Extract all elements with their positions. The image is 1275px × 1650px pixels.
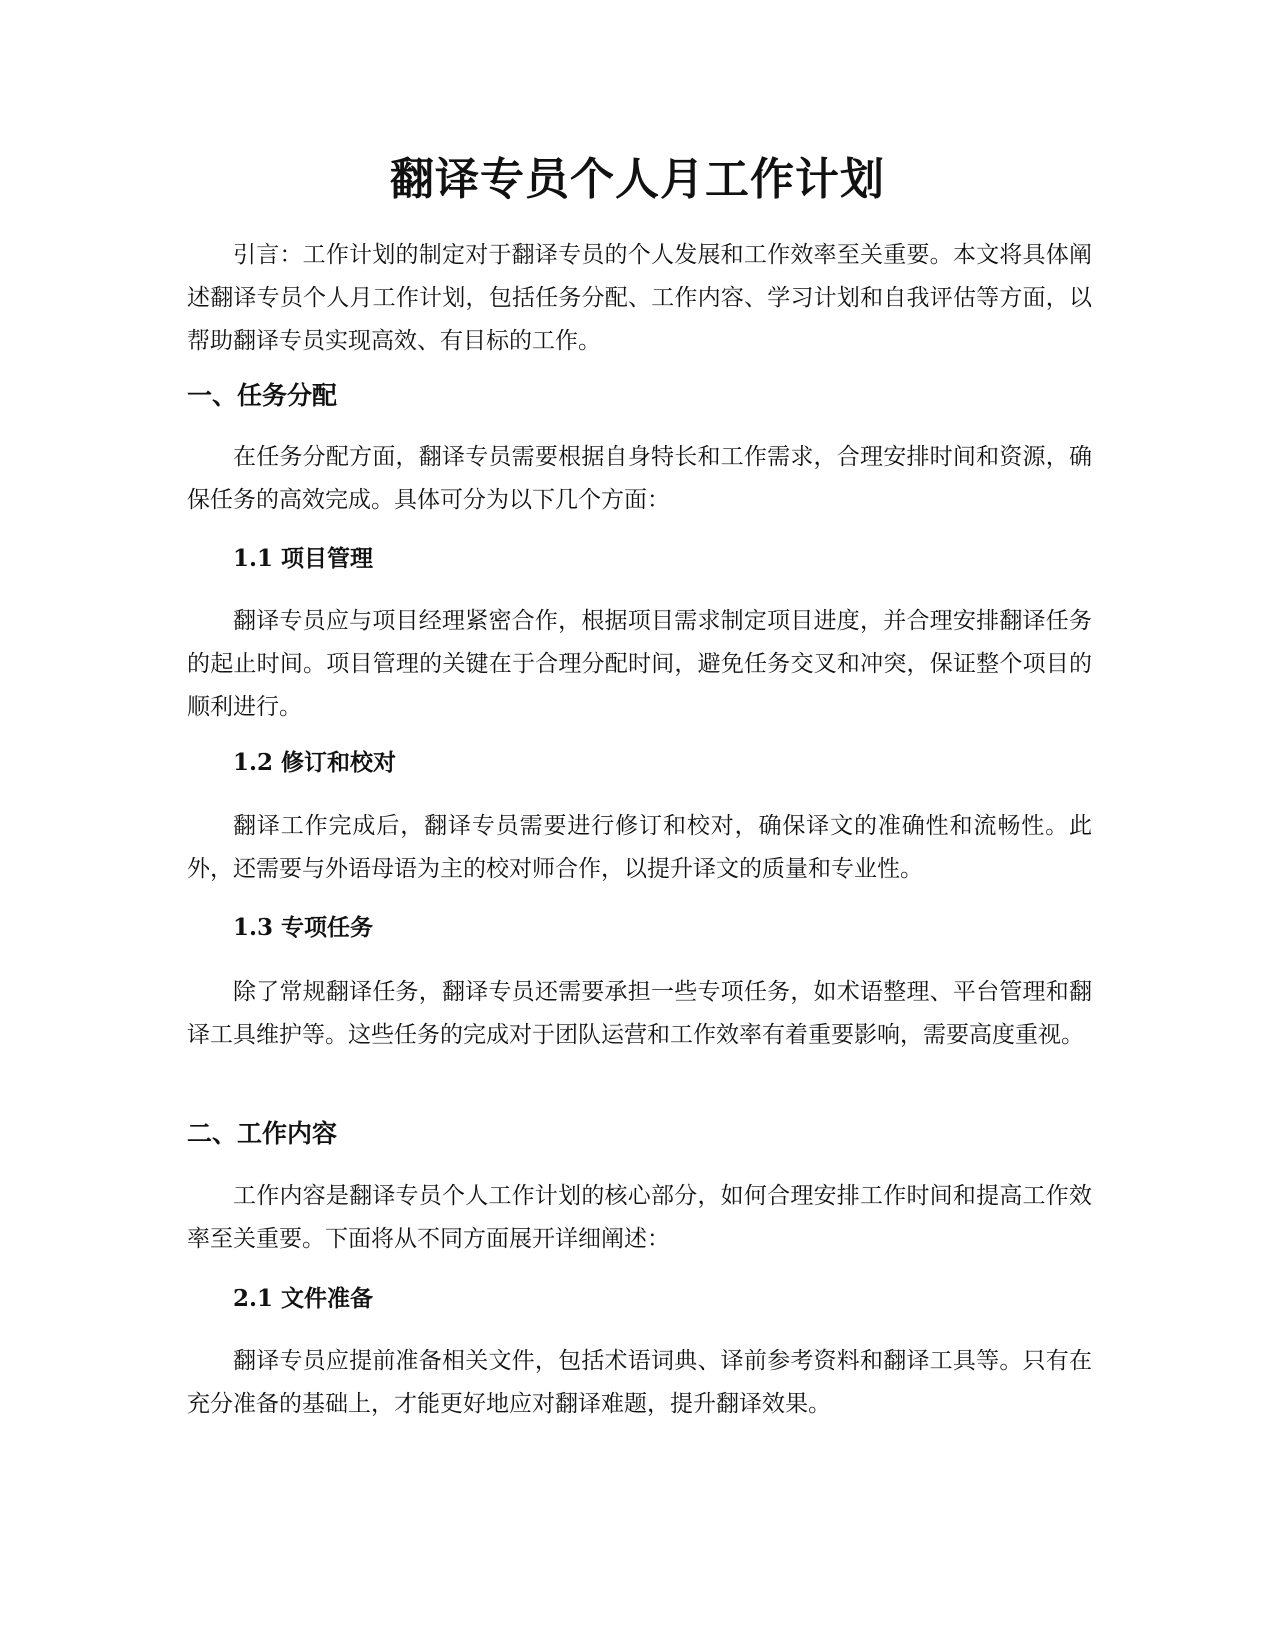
subheading-revision-proofreading: 1.2 修订和校对: [233, 749, 397, 776]
special-tasks-paragraph: 除了常规翻译任务，翻译专员还需要承担一些专项任务，如术语整理、平台管理和翻译工具维护等。这些任务的完成对于团队运营和工作效率有着重要影响，需要高度重视。: [187, 979, 1092, 1048]
section1-intro-paragraph: 在任务分配方面，翻译专员需要根据自身特长和工作需求，合理安排时间和资源，确保任务的高效完成。具体可分为以下几个方面：: [187, 444, 1092, 513]
revision-proofreading-paragraph: 翻译工作完成后，翻译专员需要进行修订和校对，确保译文的准确性和流畅性。此外，还需要与外语母语为主的校对师合作，以提升译文的质量和专业性。: [187, 813, 1092, 882]
section2-intro-paragraph: 工作内容是翻译专员个人工作计划的核心部分，如何合理安排工作时间和提高工作效率至关重要。下面将从不同方面展开详细阐述：: [187, 1183, 1092, 1252]
file-preparation-paragraph: 翻译专员应提前准备相关文件，包括术语词典、译前参考资料和翻译工具等。只有在充分准备的基础上，才能更好地应对翻译难题，提升翻译效果。: [187, 1348, 1092, 1417]
project-management-paragraph: 翻译专员应与项目经理紧密合作，根据项目需求制定项目进度，并合理安排翻译任务的起止时间。项目管理的关键在于合理分配时间，避免任务交叉和冲突，保证整个项目的顺利进行。: [187, 608, 1092, 720]
intro-paragraph: 引言：工作计划的制定对于翻译专员的个人发展和工作效率至关重要。本文将具体阐述翻译专员个人月工作计划，包括任务分配、工作内容、学习计划和自我评估等方面，以帮助翻译专员实现高效、有目标的工作。: [187, 242, 1092, 354]
section-heading-work-content: 二、工作内容: [187, 1119, 338, 1148]
subheading-project-management: 1.1 项目管理: [233, 545, 374, 572]
subheading-special-tasks: 1.3 专项任务: [233, 914, 374, 941]
document-title: 翻译专员个人月工作计划: [390, 154, 885, 205]
subheading-file-preparation: 2.1 文件准备: [233, 1285, 374, 1312]
section-heading-task-allocation: 一、任务分配: [187, 381, 338, 410]
